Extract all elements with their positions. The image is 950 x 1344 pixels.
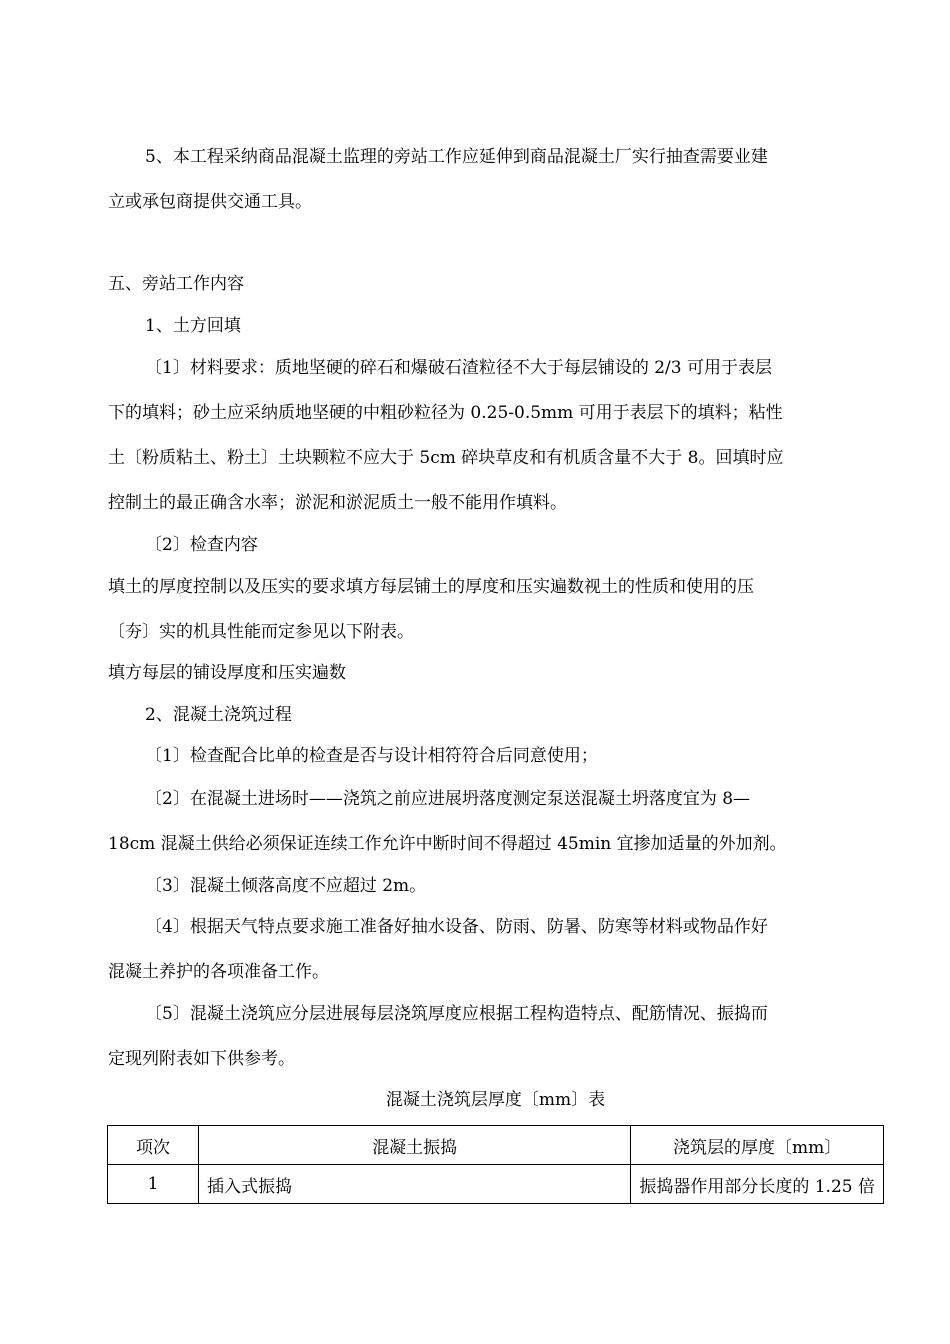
paragraph-5-line-2: 立或承包商提供交通工具。	[108, 192, 312, 212]
item-2-4-line-2: 混凝土养护的各项准备工作。	[108, 962, 329, 982]
cell-thickness: 振捣器作用部分长度的 1.25 倍	[631, 1165, 884, 1204]
item-1-1-line-1: 〔1〕材料要求：质地坚硬的碎石和爆破石渣粒径不大于每层铺设的 2/3 可用于表层	[145, 358, 772, 378]
item-2-title: 2、混凝土浇筑过程	[145, 705, 292, 725]
header-method: 混凝土振捣	[199, 1126, 631, 1165]
item-1-1-line-3: 土〔粉质粘土、粉土〕土块颗粒不应大于 5cm 碎块草皮和有机质含量不大于 8。回填时应	[108, 448, 784, 468]
item-1-2-line-3: 填方每层的铺设厚度和压实遍数	[108, 663, 346, 683]
item-2-5-line-1: 〔5〕混凝土浇筑应分层进展每层浇筑厚度应根据工程构造特点、配筋情况、振捣而	[145, 1004, 768, 1024]
item-2-4-line-1: 〔4〕根据天气特点要求施工准备好抽水设备、防雨、防暑、防寒等材料或物品作好	[145, 917, 768, 937]
item-1-1-line-2: 下的填料；砂土应采纳质地坚硬的中粗砂粒径为 0.25-0.5mm 可用于表层下的填料；粘性	[108, 403, 783, 423]
table-caption: 混凝土浇筑层厚度〔mm〕表	[385, 1090, 606, 1110]
header-thickness: 浇筑层的厚度〔mm〕	[631, 1126, 884, 1165]
table-row	[108, 1165, 884, 1204]
item-1-2-line-2: 〔夯〕实的机具性能而定参见以下附表。	[108, 622, 414, 642]
item-2-1: 〔1〕检查配合比单的检查是否与设计相符符合后同意使用；	[145, 746, 598, 766]
item-1-1-line-4: 控制土的最正确含水率；淤泥和淤泥质土一般不能用作填料。	[108, 493, 567, 513]
cell-index: 1	[108, 1165, 199, 1204]
item-2-5-line-2: 定现列附表如下供参考。	[108, 1049, 295, 1069]
item-2-3: 〔3〕混凝土倾落高度不应超过 2m。	[145, 876, 427, 896]
concrete-layer-thickness-table	[107, 1125, 884, 1204]
section-heading: 五、旁站工作内容	[108, 274, 244, 294]
table-header-row	[108, 1126, 884, 1165]
item-1-2-title: 〔2〕检查内容	[145, 535, 258, 555]
item-2-2-line-1: 〔2〕在混凝土进场时——浇筑之前应进展坍落度测定泵送混凝土坍落度宜为 8—	[145, 789, 751, 809]
header-index: 项次	[108, 1126, 199, 1165]
cell-method: 插入式振捣	[199, 1165, 631, 1204]
item-1-2-line-1: 填土的厚度控制以及压实的要求填方每层铺土的厚度和压实遍数视土的性质和使用的压	[108, 577, 754, 597]
item-2-2-line-2: 18cm 混凝土供给必须保证连续工作允许中断时间不得超过 45min 宜掺加适量的外加剂。	[108, 834, 787, 854]
item-1-title: 1、土方回填	[145, 316, 241, 336]
paragraph-5-line-1: 5、本工程采纳商品混凝土监理的旁站工作应延伸到商品混凝土厂实行抽查需要业建	[145, 147, 768, 167]
